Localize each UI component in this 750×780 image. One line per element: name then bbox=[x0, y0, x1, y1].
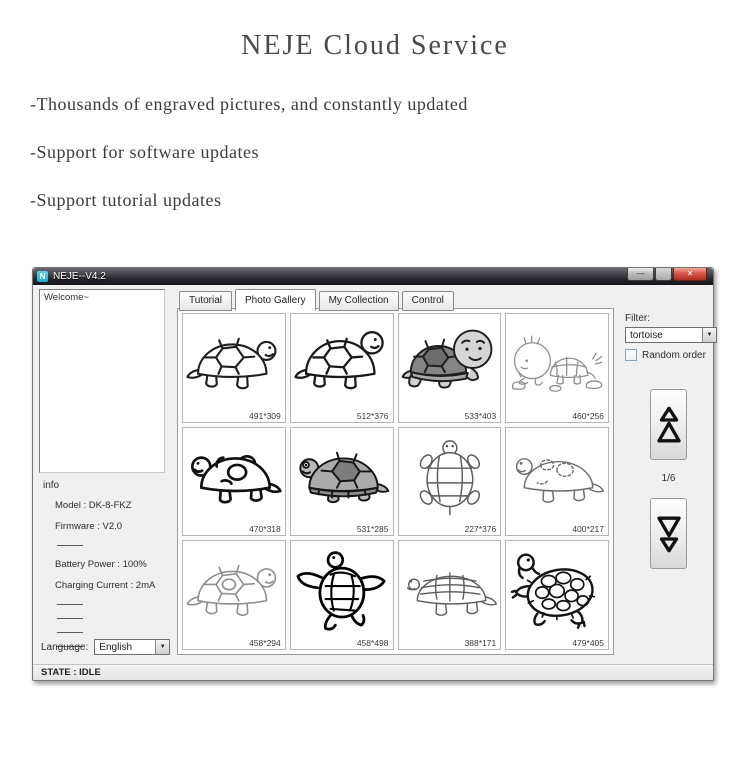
image-size-label: 512*376 bbox=[356, 410, 389, 421]
turtle-image bbox=[508, 316, 606, 409]
window-title: NEJE--V4.2 bbox=[53, 271, 106, 282]
titlebar[interactable] bbox=[33, 268, 713, 285]
language-value: English bbox=[99, 641, 133, 653]
gallery-item[interactable] bbox=[290, 540, 394, 650]
filter-value: tortoise bbox=[630, 329, 663, 341]
page-indicator: 1/6 bbox=[661, 473, 676, 484]
turtle-image bbox=[293, 543, 391, 636]
turtle-image bbox=[508, 543, 606, 636]
gallery-item[interactable] bbox=[505, 313, 609, 423]
info-rows bbox=[55, 500, 167, 647]
welcome-message-box[interactable]: Welcome~ bbox=[39, 289, 165, 473]
gallery-item[interactable] bbox=[290, 313, 394, 423]
double-down-icon bbox=[654, 510, 684, 558]
chevron-down-icon: ▼ bbox=[155, 640, 169, 654]
gallery-item[interactable] bbox=[398, 427, 502, 537]
random-order-row bbox=[625, 349, 706, 361]
divider-line bbox=[57, 604, 83, 605]
info-row: Battery Power : 100% bbox=[55, 559, 147, 570]
turtle-image bbox=[293, 430, 391, 523]
gallery-item[interactable] bbox=[505, 427, 609, 537]
turtle-image bbox=[185, 316, 283, 409]
info-row: Charging Current : 2mA bbox=[55, 580, 156, 591]
language-label: Language: bbox=[41, 641, 89, 653]
image-size-label: 458*294 bbox=[249, 637, 281, 648]
tab-photo-gallery[interactable]: Photo Gallery bbox=[235, 289, 316, 311]
bullet-3: -Support tutorial updates bbox=[30, 190, 222, 210]
double-up-icon bbox=[654, 401, 684, 449]
status-bar: STATE : IDLE bbox=[33, 664, 713, 680]
turtle-image bbox=[508, 430, 606, 523]
image-size-label: 400*217 bbox=[572, 524, 604, 535]
app-logo-icon: N bbox=[37, 271, 48, 282]
gallery-item[interactable] bbox=[182, 540, 286, 650]
turtle-image bbox=[293, 316, 391, 409]
tab-tutorial[interactable]: Tutorial bbox=[179, 291, 232, 311]
bullet-2: -Support for software updates bbox=[30, 142, 259, 162]
gallery-grid bbox=[178, 309, 613, 654]
window-controls bbox=[627, 268, 707, 281]
turtle-image bbox=[401, 316, 499, 409]
tab-bar bbox=[179, 291, 457, 311]
turtle-image bbox=[185, 543, 283, 636]
image-size-label: 460*256 bbox=[572, 410, 604, 421]
language-select[interactable] bbox=[94, 639, 170, 655]
close-button[interactable]: ✕ bbox=[673, 268, 707, 281]
turtle-image bbox=[185, 430, 283, 523]
info-heading: info bbox=[43, 480, 60, 491]
image-size-label: 388*171 bbox=[464, 637, 497, 648]
page-title: NEJE Cloud Service bbox=[241, 30, 509, 61]
gallery-item[interactable] bbox=[290, 427, 394, 537]
gallery-item[interactable] bbox=[182, 427, 286, 537]
turtle-image bbox=[401, 543, 499, 636]
tab-control[interactable]: Control bbox=[402, 291, 454, 311]
minimize-button[interactable]: — bbox=[627, 268, 654, 281]
image-size-label: 479*405 bbox=[572, 637, 604, 648]
language-row bbox=[41, 639, 170, 655]
app-window bbox=[32, 267, 714, 681]
divider-line bbox=[57, 545, 83, 546]
gallery-item[interactable] bbox=[505, 540, 609, 650]
divider-line bbox=[57, 632, 83, 633]
filter-label: Filter: bbox=[625, 313, 650, 324]
image-size-label: 531*285 bbox=[356, 524, 389, 535]
divider-line bbox=[57, 618, 83, 619]
image-size-label: 533*403 bbox=[464, 410, 497, 421]
tab-my-collection[interactable]: My Collection bbox=[319, 291, 399, 311]
image-size-label: 458*498 bbox=[356, 637, 389, 648]
turtle-image bbox=[401, 430, 499, 523]
page-up-button[interactable] bbox=[650, 389, 687, 460]
random-order-label: Random order bbox=[642, 349, 706, 361]
gallery-item[interactable] bbox=[398, 313, 502, 423]
bullet-1: -Thousands of engraved pictures, and constantly updated bbox=[30, 94, 468, 114]
page-down-button[interactable] bbox=[650, 498, 687, 569]
info-row: Firmware : V2.0 bbox=[55, 521, 123, 532]
image-size-label: 470*318 bbox=[249, 524, 281, 535]
chevron-down-icon: ▼ bbox=[702, 328, 716, 342]
info-row: Model : DK-8-FKZ bbox=[55, 500, 132, 511]
filter-select[interactable] bbox=[625, 327, 717, 343]
image-size-label: 227*376 bbox=[464, 524, 497, 535]
image-size-label: 491*309 bbox=[249, 410, 281, 421]
gallery-item[interactable] bbox=[398, 540, 502, 650]
feature-bullets bbox=[0, 94, 750, 211]
gallery-item[interactable] bbox=[182, 313, 286, 423]
maximize-button[interactable] bbox=[655, 268, 672, 281]
device-info-panel bbox=[43, 480, 167, 660]
gallery-panel bbox=[177, 308, 614, 655]
random-order-checkbox[interactable] bbox=[625, 349, 637, 361]
